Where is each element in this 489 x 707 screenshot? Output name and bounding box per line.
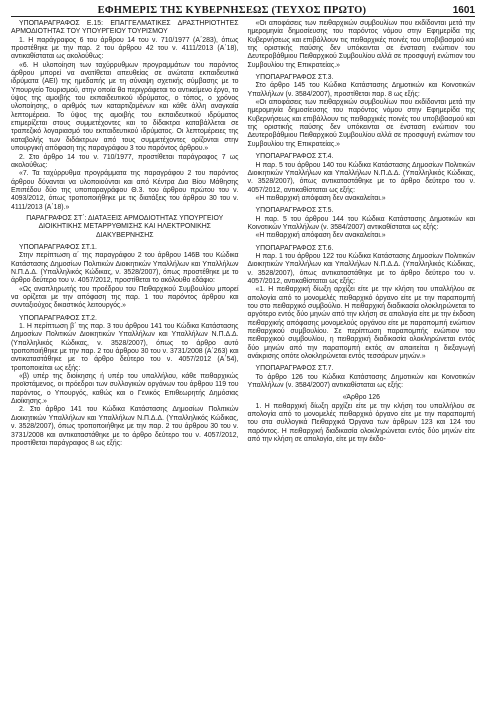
left-paragraph-l13: 2. Στο άρθρο 141 του Κώδικα Κατάστασης Δημοσίων Πολιτικών Διοικητικών Υπαλλήλων και Υπαλλήλων Ν.Π.Δ.Δ. (Υπαλληλικός Κώδικας, ν. 3528/2007), όπως τροποποιήθηκε με την παρ. 2 του άρθρου 30 του ν. 3731/2008 και αντικαταστάθηκε με το άρθρο δεύτερο του ν. 4057/2012, προστίθεται παράγραφος 8 ως εξής: <box>11 406 239 447</box>
right-paragraph-r1: «Οι αποφάσεις των πειθαρχικών συμβουλίων που εκδίδονται μετά την ημερομηνία δημοσίευσης του παρόντος νόμου στην Εφημερίδα της Κυβερνήσεως και επιβάλλουν τις πειθαρχικές ποινές του υποβιβασμού και της οριστικής παύσης δεν υπόκεινται σε ένσταση ενώπιον του Δευτεροβάθμιου Πειθαρχικού Συμβουλίου αλλά σε προσφυγή ενώπιον του Συμβουλίου της Επικρατείας.» <box>247 20 475 69</box>
right-paragraph-r3: Στο άρθρο 145 του Κώδικα Κατάστασης Δημοτικών και Κοινοτικών Υπαλλήλων (ν. 3584/2007), προστίθεται παρ. 8 ως εξής: <box>247 82 475 98</box>
left-paragraph-l9: «Ως αναπληρωτής του προέδρου του Πειθαρχικού Συμβουλίου μπορεί να ορίζεται με την απόφαση της παρ. 1 του παρόντος άρθρου και συνταξιούχος δικαστικός λειτουργός.» <box>11 285 239 310</box>
left-paragraph-l12: «β) υπέρ της διοίκησης ή υπέρ του υπαλλήλου, κάθε πειθαρχικώς προϊστάμενος, οι πρόεδροι των συλλογικών οργάνων του άρθρου 119 του παρόντος, ο Υπουργός, καθώς και ο Γενικός Επιθεωρητής Δημόσιας Διοίκησης.» <box>11 373 239 406</box>
gazette-title: ΕΦΗΜΕΡΙΣ ΤΗΣ ΚΥΒΕΡΝΗΣΕΩΣ (ΤΕΥΧΟΣ ΠΡΩΤΟ) <box>97 5 367 16</box>
left-paragraph-l4: 2. Στο άρθρο 14 του ν. 710/1977, προστίθεται παράγραφος 7 ως ακολούθως: <box>11 153 239 169</box>
left-paragraph-l3: «6. Η υλοποίηση των ταχύρρυθμων προγραμμάτων του παρόντος άρθρου μπορεί να ανατίθεται απευθείας σε ανώτατα εκπαιδευτικά ιδρύματα (ΑΕΙ) της ημεδαπής με τη σύναψη σχετικής σύμβασης με το Υπουργείο Τουρισμού, στην οποία θα περιγράφεται το αντικείμενο έργο, το ύψος της αμοιβής του εκπαιδευτικού ιδρύματος, ο τόπος, ο χρόνος υλοποίησης, ο αριθμός των καταρτιζομένων και κάθε άλλη αναγκαία λεπτομέρεια. Το ύψος της αμοιβής του εκπαιδευτικού ιδρύματος επιμερίζεται στους συμμετέχοντες και το δίδακτρα καταβάλλεται σε τραπεζικό λογαριασμό του εκπαιδευτικού ιδρύματος. Οι λεπτομέρειες της καταβολής των διδάκτρων από τους συμμετέχοντες ορίζονται στην υπουργική απόφαση της παραγράφου 3 του παρόντος άρθρου.» <box>11 61 239 153</box>
right-paragraph-r14: ΥΠΟΠΑΡΑΓΡΑΦΟΣ ΣΤ.7. <box>255 365 334 373</box>
right-paragraph-r16: «Άρθρο 126 <box>342 394 380 402</box>
left-paragraph-l10: ΥΠΟΠΑΡΑΓΡΑΦΟΣ ΣΤ.2. <box>19 314 97 322</box>
right-paragraph-r17: 1. Η πειθαρχική δίωξη αρχίζει είτε με την κλήση του υπαλλήλου σε απολογία από το μονομελές πειθαρχικό όργανο είτε με την παραπομπή του στα συλλογικά Πειθαρχικά Όργανα των άρθρων 123 και 124 του παρόντος. Η πειθαρχική διαδικασία ολοκληρώνεται εντός δύο μηνών είτε από την κλήση σε απολογία, είτε με την έκδο- <box>247 402 475 444</box>
right-paragraph-r15: Το άρθρο 126 του Κώδικα Κατάστασης Δημοτικών και Κοινοτικών Υπαλλήλων (ν. 3584/2007) αντικαθίσταται ως εξής: <box>247 373 475 390</box>
right-paragraph-r2: ΥΠΟΠΑΡΑΓΡΑΦΟΣ ΣΤ.3. <box>255 74 334 82</box>
left-column <box>11 20 239 448</box>
right-paragraph-r6: Η παρ. 5 του άρθρου 140 του Κώδικα Κατάστασης Δημοσίων Πολιτικών Διοικητικών Υπαλλήλων και Υπαλλήλων Ν.Π.Δ.Δ. (Υπαλληλικός Κώδικας, ν. 3528/2007), όπως αντικαταστάθηκε με το άρθρο δεύτερο του ν. 4057/2012, αντικαθίσταται ως εξής: <box>247 161 475 194</box>
page-header <box>11 0 475 17</box>
right-paragraph-r4: «Οι αποφάσεις των πειθαρχικών συμβουλίων που εκδίδονται μετά την ημερομηνία δημοσίευσης του παρόντος νόμου στην Εφημερίδα της Κυβερνήσεως και επιβάλλουν τις πειθαρχικές ποινές του υποβιβασμού και της οριστικής παύσης δεν υπόκεινται σε ένσταση ενώπιον του Δευτεροβάθμιου Πειθαρχικού Συμβουλίου αλλά σε προσφυγή ενώπιον του Συμβουλίου της Επικρατείας.» <box>247 99 475 148</box>
left-paragraph-l7: ΥΠΟΠΑΡΑΓΡΑΦΟΣ ΣΤ.1. <box>19 243 97 251</box>
right-paragraph-r8: ΥΠΟΠΑΡΑΓΡΑΦΟΣ ΣΤ.5. <box>255 207 334 215</box>
left-paragraph-l1: ΥΠΟΠΑΡΑΓΡΑΦΟΣ Ε.15: ΕΠΑΓΓΕΛΜΑΤΙΚΕΣ ΔΡΑΣΤΗΡΙΟΤΗΤΕΣ ΑΡΜΟΔΙΟΤΗΤΑΣ ΤΟΥ ΥΠΟΥΡΓΕΙΟΥ ΤΟΥΡΙΣΜΟΥ <box>11 20 239 36</box>
left-paragraph-l8: Στην περίπτωση α΄ της παραγράφου 2 του άρθρου 146Β του Κώδικα Κατάστασης Δημοσίων Πολιτικών Διοικητικών Υπαλλήλων και Υπαλλήλων Ν.Π.Δ.Δ. (Υπαλληλικός Κώδικας, ν. 3528/2007), όπως προστέθηκε με το άρθρο δεύτερο του ν. 4057/2012, προστίθεται το ακόλουθο εδάφιο: <box>11 252 239 285</box>
page-number: 1601 <box>452 5 475 16</box>
left-paragraph-l2: 1. Η παράγραφος 6 του άρθρου 14 του ν. 710/1977 (Α΄283), όπως προστέθηκε με την παρ. 2 του άρθρου 42 του ν. 4111/2013 (Α΄18), αντικαθίσταται ως ακολούθως: <box>11 36 239 61</box>
right-paragraph-r13: «1. Η πειθαρχική δίωξη αρχίζει είτε με την κλήση του υπαλλήλου σε απολογία από το μονομελές πειθαρχικό όργανο είτε με την παραπομπή του στο πειθαρχικό συμβούλιο. Η πειθαρχική διαδικασία ολοκληρώνεται το αργότερο εντός δύο μηνών από την κλήση σε απολογία είτε με την έκδοση πειθαρχικής απόφασης μονομελούς οργάνου είτε με παραπομπή ενώπιον πειθαρχικού συμβουλίου. Σε περίπτωση παραπομπής ενώπιον του πειθαρχικού συμβουλίου, η πειθαρχική διαδικασία ολοκληρώνεται εντός δύο μηνών από την παραπομπή εκτός αν απαιτείται η διεξαγωγή ανάκρισης οπότε ολοκληρώνεται εντός τεσσάρων μηνών.» <box>247 286 475 361</box>
text-columns <box>11 20 475 448</box>
right-paragraph-r7: «Η πειθαρχική απόφαση δεν ανακαλείται.» <box>255 194 386 202</box>
right-paragraph-r9: Η παρ. 5 του άρθρου 144 του Κώδικα Κατάστασης Δημοτικών και Κοινοτικών Υπαλλήλων (ν. 3584/2007) αντικαθίσταται ως εξής: <box>247 215 475 231</box>
left-paragraph-l11: 1. Η περίπτωση β΄ της παρ. 3 του άρθρου 141 του Κώδικα Κατάστασης Δημοσίων Πολιτικών Διοικητικών Υπαλλήλων και Υπαλλήλων Ν.Π.Δ.Δ. (Υπαλληλικός Κώδικας, ν. 3528/2007), όπως το άρθρο αυτό τροποποιήθηκε με την παρ. 2 του άρθρου 30 του ν. 3731/2008 (Α΄263) και αντικαταστάθηκε με το άρθρο δεύτερο του ν. 4057/2012 (Α΄54), τροποποιείται ως εξής: <box>11 323 239 372</box>
right-paragraph-r11: ΥΠΟΠΑΡΑΓΡΑΦΟΣ ΣΤ.6. <box>255 244 334 252</box>
right-paragraph-r12: Η παρ. 1 του άρθρου 122 του Κώδικα Κατάστασης Δημοσίων Πολιτικών Διοικητικών Υπαλλήλων και Υπαλλήλων Ν.Π.Δ.Δ. (Υπαλληλικός Κώδικας, ν. 3528/2007), όπως αντικαταστάθηκε με το άρθρο δεύτερο του ν. 4057/2012, αντικαθίσταται ως εξής: <box>247 252 475 285</box>
left-paragraph-l6: ΠΑΡΑΓΡΑΦΟΣ ΣΤ΄: ΔΙΑΤΑΞΕΙΣ ΑΡΜΟΔΙΟΤΗΤΑΣ ΥΠΟΥΡΓΕΙΟΥ ΔΙΟΙΚΗΤΙΚΗΣ ΜΕΤΑΡΡΥΘΜΙΣΗΣ ΚΑΙ ΗΛΕΚΤΡΟΝΙΚΗΣ ΔΙΑΚΥΒΕΡΝΗΣΗΣ <box>26 214 224 239</box>
right-paragraph-r10: «Η πειθαρχική απόφαση δεν ανακαλείται.» <box>255 232 386 240</box>
left-paragraph-l5: «7. Τα ταχύρρυθμα προγράμματα της παραγράφου 2 του παρόντος άρθρου δύνανται να υλοποιούνται και από Κέντρα Δια Βίου Μάθησης Επιπέδου δύο της υποπαραγράφου Θ.3. του άρθρου πρώτου του ν. 4093/2012, όπως τροποποιήθηκε με τις διατάξεις του άρθρου 30 του ν. 4111/2013 (Α΄18).» <box>11 170 239 211</box>
right-paragraph-r5: ΥΠΟΠΑΡΑΓΡΑΦΟΣ ΣΤ.4. <box>255 153 334 161</box>
right-column <box>248 20 476 448</box>
